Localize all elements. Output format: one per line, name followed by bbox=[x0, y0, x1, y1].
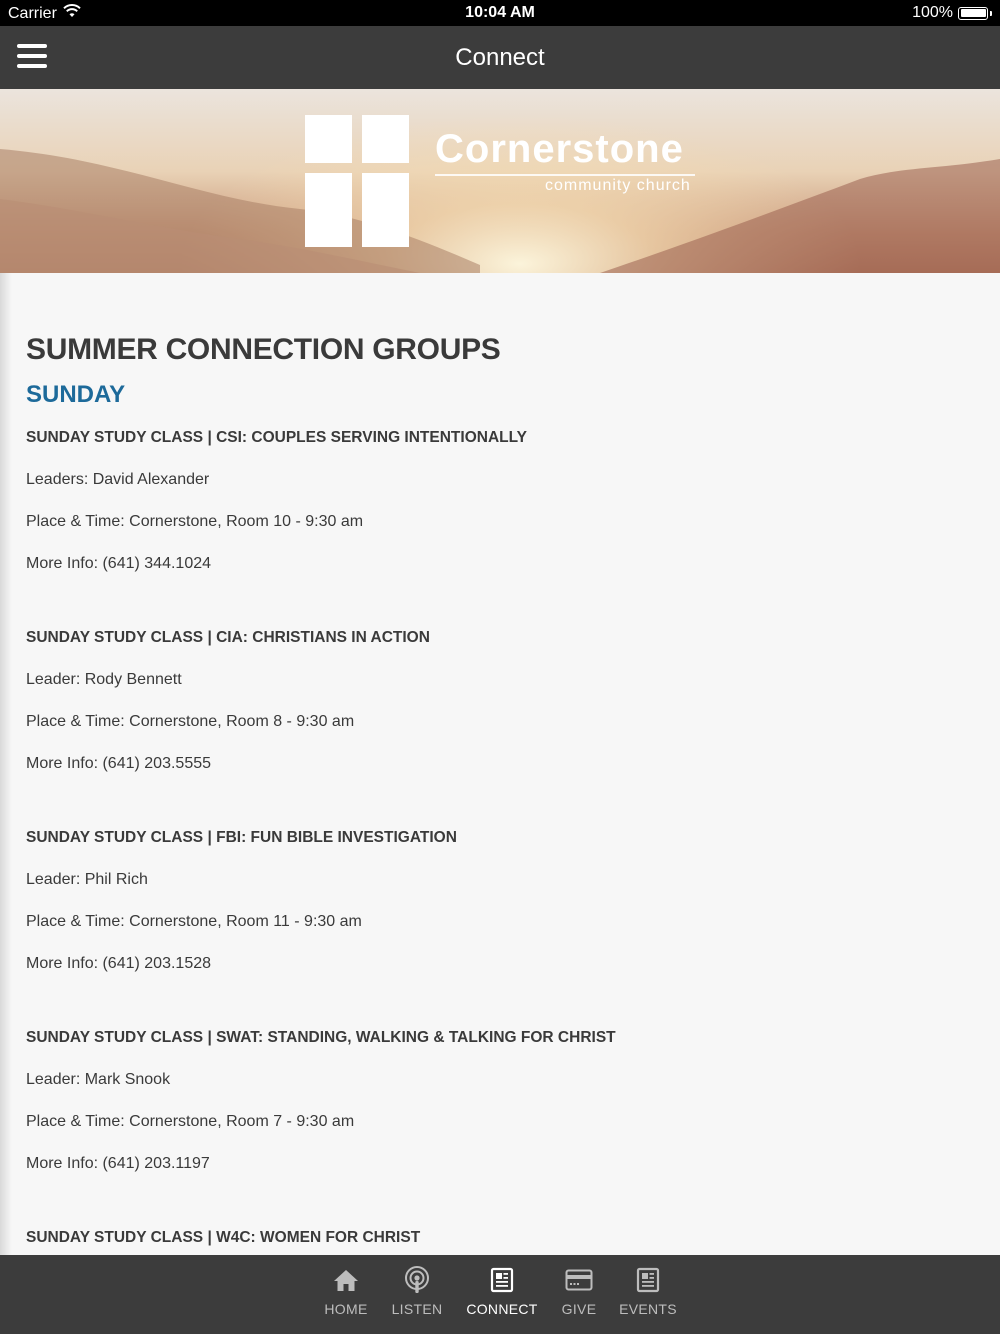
cross-block bbox=[305, 115, 352, 163]
nav-bar bbox=[0, 26, 1000, 89]
group-more-info: More Info: (641) 203.1528 bbox=[26, 955, 212, 972]
group-leader: Leader: Mark Snook bbox=[26, 1071, 171, 1088]
group-leader: Leaders: David Alexander bbox=[26, 471, 210, 488]
battery-fill bbox=[961, 9, 986, 17]
tab-events-label: EVENTS bbox=[619, 1301, 677, 1317]
tab-events[interactable] bbox=[603, 1255, 693, 1334]
cross-block bbox=[362, 115, 409, 163]
status-right bbox=[912, 4, 992, 22]
carrier-label: Carrier bbox=[8, 4, 57, 22]
tab-connect-label: CONNECT bbox=[466, 1301, 538, 1317]
group-spacer bbox=[26, 1197, 966, 1229]
cross-block bbox=[305, 173, 352, 247]
group-leader: Leader: Rody Bennett bbox=[26, 671, 182, 688]
page-title: SUMMER CONNECTION GROUPS bbox=[26, 333, 501, 366]
group-more-info: More Info: (641) 203.5555 bbox=[26, 755, 212, 772]
content-inner bbox=[26, 333, 966, 1247]
group-more-info: More Info: (641) 344.1024 bbox=[26, 555, 212, 572]
group-item bbox=[26, 629, 966, 773]
group-place-time: Place & Time: Cornerstone, Room 10 - 9:30 am bbox=[26, 513, 364, 530]
group-item bbox=[26, 1029, 966, 1173]
group-place-time: Place & Time: Cornerstone, Room 8 - 9:30 am bbox=[26, 713, 355, 730]
group-item bbox=[26, 829, 966, 973]
group-title: SUNDAY STUDY CLASS | CIA: CHRISTIANS IN ACTION bbox=[26, 629, 430, 646]
page-edge-shadow bbox=[0, 273, 12, 1255]
logo-cross-icon bbox=[305, 115, 409, 247]
document-icon bbox=[603, 1265, 693, 1295]
group-item bbox=[26, 429, 966, 573]
status-bar bbox=[0, 0, 1000, 26]
cross-block bbox=[362, 173, 409, 247]
bottom-tab-bar bbox=[0, 1255, 1000, 1334]
podcast-icon bbox=[372, 1265, 462, 1295]
group-spacer bbox=[26, 597, 966, 629]
group-more-info: More Info: (641) 203.1197 bbox=[26, 1155, 210, 1172]
header-banner bbox=[0, 89, 1000, 273]
group-spacer bbox=[26, 997, 966, 1029]
tab-give-label: GIVE bbox=[561, 1301, 597, 1317]
tab-home-label: HOME bbox=[324, 1301, 368, 1317]
group-place-time: Place & Time: Cornerstone, Room 7 - 9:30 am bbox=[26, 1113, 355, 1130]
content-scroll-area[interactable] bbox=[0, 273, 1000, 1255]
group-title: SUNDAY STUDY CLASS | FBI: FUN BIBLE INVESTIGATION bbox=[26, 829, 457, 846]
battery-icon bbox=[958, 7, 988, 20]
battery-percent: 100% bbox=[912, 4, 953, 21]
day-heading: SUNDAY bbox=[26, 381, 126, 408]
logo-divider bbox=[435, 174, 695, 176]
group-leader: Leader: Phil Rich bbox=[26, 871, 148, 888]
status-time: 10:04 AM bbox=[465, 4, 535, 21]
group-title-partial: SUNDAY STUDY CLASS | W4C: WOMEN FOR CHRIST bbox=[26, 1229, 421, 1246]
page-title-nav: Connect bbox=[455, 44, 545, 71]
group-title: SUNDAY STUDY CLASS | CSI: COUPLES SERVING INTENTIONALLY bbox=[26, 429, 527, 446]
group-place-time: Place & Time: Cornerstone, Room 11 - 9:30 am bbox=[26, 913, 362, 930]
group-spacer bbox=[26, 797, 966, 829]
group-title: SUNDAY STUDY CLASS | SWAT: STANDING, WALKING & TALKING FOR CHRIST bbox=[26, 1029, 616, 1046]
logo-subtitle: community church bbox=[545, 177, 691, 194]
logo-name: Cornerstone bbox=[435, 127, 684, 171]
tab-listen[interactable] bbox=[372, 1255, 462, 1334]
banner-hills-illustration bbox=[0, 89, 1000, 273]
battery-tip bbox=[990, 11, 992, 16]
tab-listen-label: LISTEN bbox=[391, 1301, 443, 1317]
